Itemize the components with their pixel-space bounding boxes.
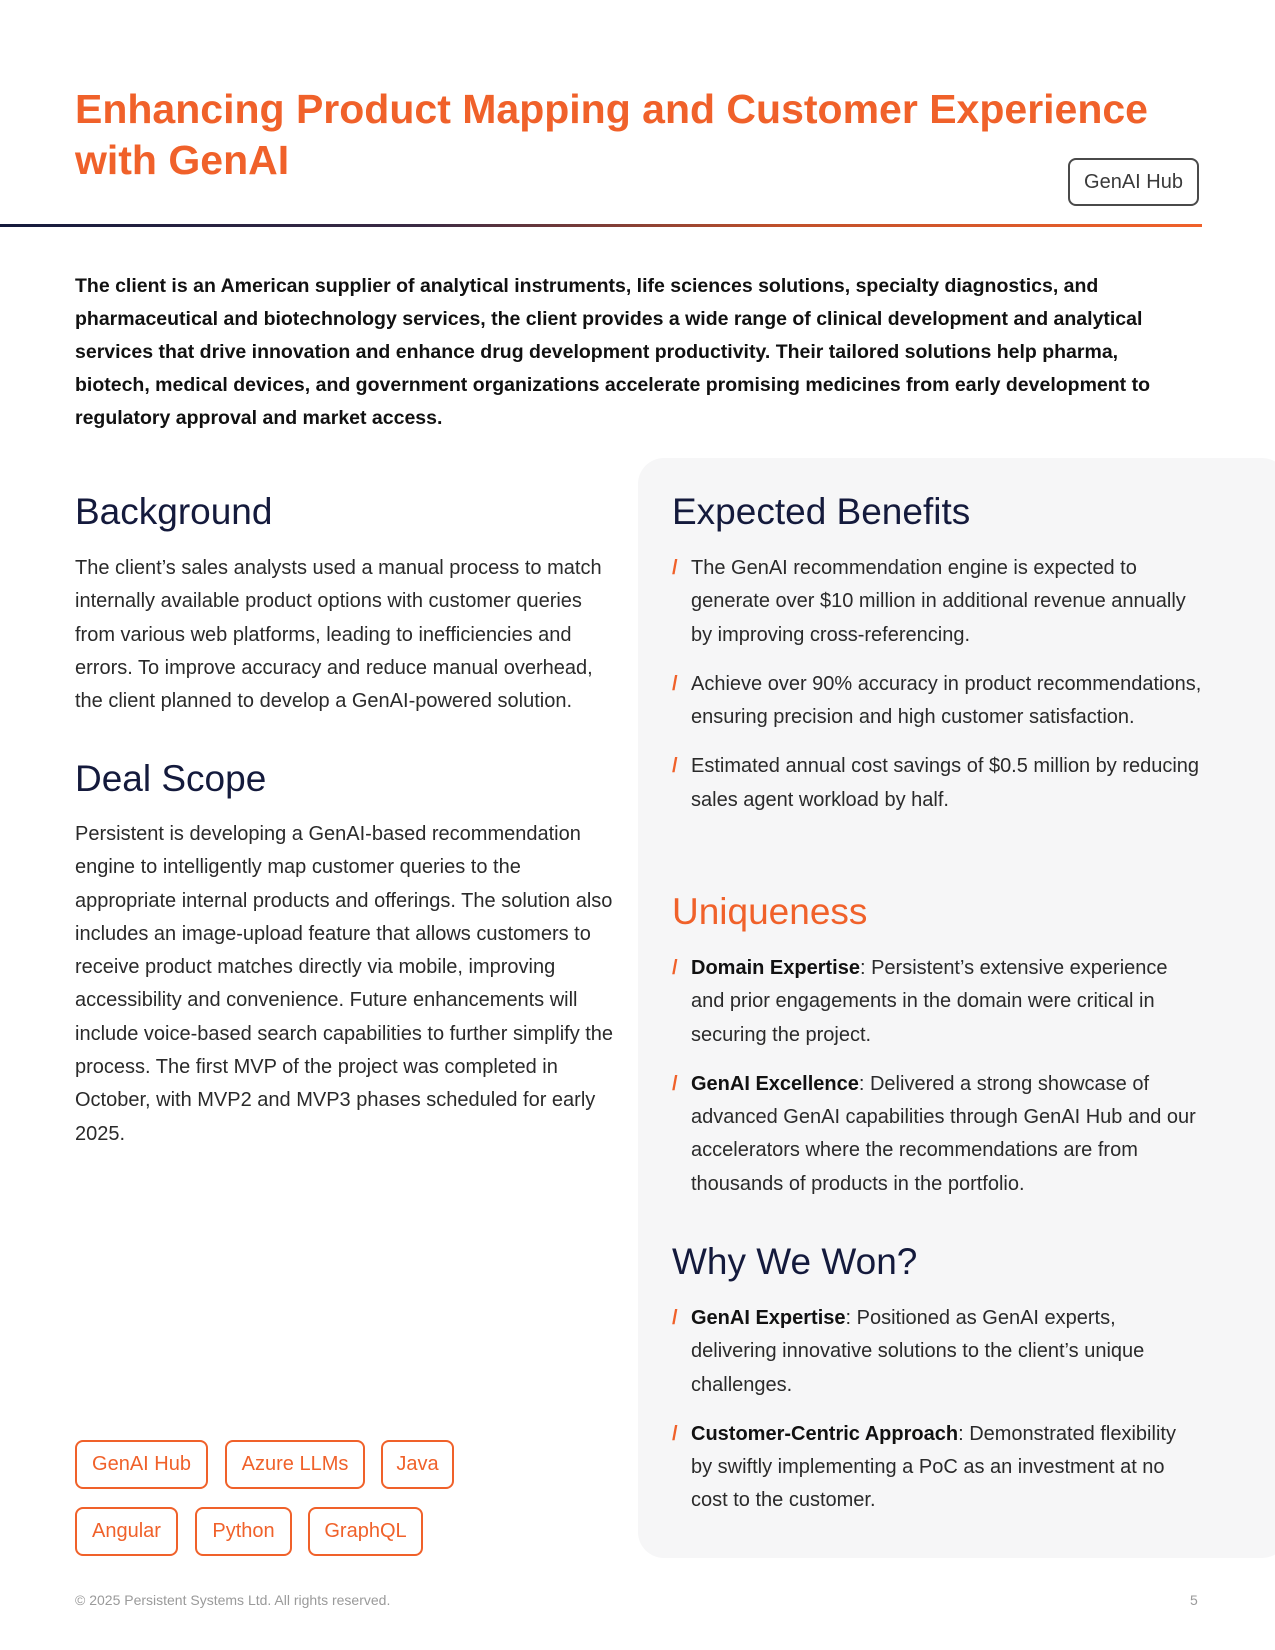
- slash-bullet-icon: /: [672, 755, 678, 778]
- page-number: 5: [1190, 1592, 1198, 1608]
- why-we-won-list: [672, 1302, 1197, 1534]
- background-text: The client’s sales analysts used a manual process to match internally available product options with customer queries from various web platforms, leading to inefficiencies and errors. To improve accuracy and reduce manual overhead, the client planned to develop a GenAI-powered solution.: [75, 557, 602, 713]
- list-item: / Customer-Centric Approach: Demonstrated flexibility by swiftly implementing a PoC as an investment at no cost to the customer.: [672, 1418, 1197, 1518]
- expected-benefits-list: [672, 552, 1212, 833]
- tag-python: Python: [195, 1507, 292, 1556]
- page-title: Enhancing Product Mapping and Customer Experience with GenAI: [75, 86, 1148, 183]
- list-item: / Achieve over 90% accuracy in product recommendations, ensuring precision and high customer satisfaction.: [672, 668, 1212, 735]
- background-heading: Background: [75, 491, 273, 532]
- why-we-won-heading: Why We Won?: [672, 1241, 918, 1282]
- slash-bullet-icon: /: [672, 1422, 678, 1445]
- slash-bullet-icon: /: [672, 1307, 678, 1329]
- tag-java: Java: [381, 1440, 454, 1489]
- expected-benefits-heading: Expected Benefits: [672, 491, 971, 532]
- slash-bullet-icon: /: [672, 557, 678, 579]
- tag-azure-llms: Azure LLMs: [225, 1440, 365, 1489]
- deal-scope-text: Persistent is developing a GenAI-based recommendation engine to intelligently map customer queries to the appropriate internal products and offerings. The solution also includes an image-upload feature that allows customers to receive product matches directly via mobile, improving accessibility and convenience. Future enhancements will include voice-based search capabilities to further simplify the process. The first MVP of the project was completed in October, with MVP2 and MVP3 phases scheduled for early 2025.: [75, 823, 614, 1145]
- copyright-footer: © 2025 Persistent Systems Ltd. All rights reserved.: [75, 1592, 391, 1608]
- header-divider: [0, 224, 1202, 227]
- tag-graphql: GraphQL: [308, 1507, 423, 1556]
- slash-bullet-icon: /: [672, 672, 678, 695]
- tag-genai-hub: GenAI Hub: [75, 1440, 208, 1489]
- genai-hub-badge: GenAI Hub: [1068, 158, 1199, 206]
- tag-angular: Angular: [75, 1507, 178, 1556]
- slash-bullet-icon: /: [672, 1072, 678, 1095]
- slash-bullet-icon: /: [672, 957, 678, 979]
- list-item: / Estimated annual cost savings of $0.5 million by reducing sales agent workload by half.: [672, 750, 1212, 817]
- list-item: / The GenAI recommendation engine is expected to generate over $10 million in additional revenue annually by improving cross-referencing.: [672, 552, 1212, 652]
- list-item: / GenAI Excellence: Delivered a strong showcase of advanced GenAI capabilities through GenAI Hub and our accelerators where the recommendations are from thousands of products in the portfolio.: [672, 1068, 1197, 1201]
- uniqueness-list: [672, 952, 1197, 1217]
- uniqueness-heading: Uniqueness: [672, 891, 868, 932]
- list-item: / Domain Expertise: Persistent’s extensive experience and prior engagements in the domain were critical in securing the project.: [672, 952, 1197, 1052]
- deal-scope-heading: Deal Scope: [75, 758, 267, 799]
- client-intro: The client is an American supplier of analytical instruments, life sciences solutions, specialty diagnostics, and pharmaceutical and biotechnology services, the client provides a wide range of clinical development and analytical services that drive innovation and enhance drug development productivity. Their tailored solutions help pharma, biotech, medical devices, and government organizations accelerate promising medicines from early development to regulatory approval and market access.: [75, 275, 1150, 429]
- list-item: / GenAI Expertise: Positioned as GenAI experts, delivering innovative solutions to the client’s unique challenges.: [672, 1302, 1197, 1402]
